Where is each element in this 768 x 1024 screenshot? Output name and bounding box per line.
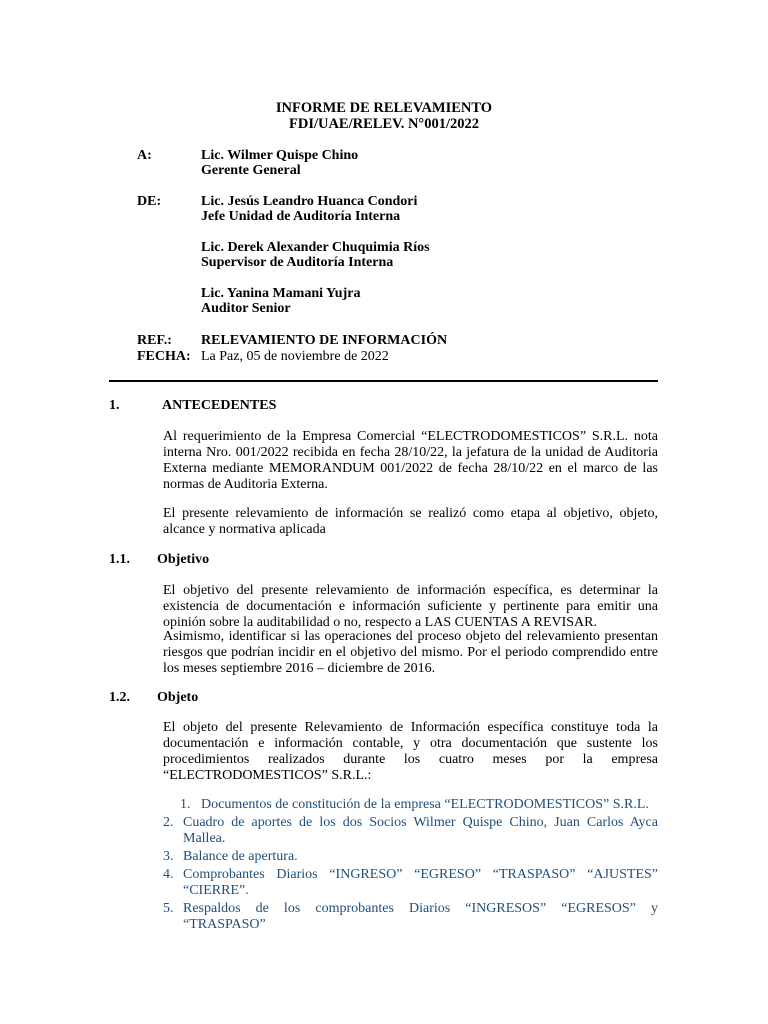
from-name-2: Lic. Derek Alexander Chuquimia Ríos [201,240,430,255]
report-title: INFORME DE RELEVAMIENTO [275,100,493,116]
to-role: Gerente General [201,163,301,178]
list-item-number: 1. [180,797,191,812]
subsection-title-objeto: Objeto [157,690,199,705]
list-item [163,849,658,865]
ref-label: REF.: [137,333,172,348]
subsection-number-objetivo: 1.1. [109,552,130,567]
list-item [163,901,658,933]
objeto-paragraph: El objeto del presente Relevamiento de Información específica constituye toda la documentación e información contable, y otra documentación que sustente los procedimientos realizados durante los cuatro meses por la empresa “ELECTRODOMESTICOS” S.R.L.: [163,720,658,783]
subsection-number-objeto: 1.2. [109,690,130,705]
from-label: DE: [137,194,162,209]
list-item [163,797,658,813]
antecedentes-paragraph-2: El presente relevamiento de información se realizó como etapa al objetivo, objeto, alcance y normativa aplicada [163,506,658,537]
report-number: FDI/UAE/RELEV. N°001/2022 [288,116,480,132]
antecedentes-paragraph-1: Al requerimiento de la Empresa Comercial “ELECTRODOMESTICOS” S.R.L. nota interna Nro. 001/2022 recibida en fecha 28/10/22, la jefatura de la unidad de Auditoria Externa mediante MEMORANDUM 001/2022 de fecha 28/10/22 en el marco de las normas de Auditoria Externa. [163,429,658,492]
list-item-text: Comprobantes Diarios “INGRESO” “EGRESO” “TRASPASO” “AJUSTES” “CIERRE”. [183,867,658,898]
list-item-number: 2. [163,815,174,830]
list-item-number: 4. [163,867,174,882]
list-item-text: Documentos de constitución de la empresa “ELECTRODOMESTICOS” S.R.L. [201,797,649,812]
from-role-1: Jefe Unidad de Auditoría Interna [201,209,401,224]
from-role-3: Auditor Senior [201,301,291,316]
list-item-number: 3. [163,849,174,864]
to-name: Lic. Wilmer Quispe Chino [201,148,359,163]
objetivo-paragraph-1: El objetivo del presente relevamiento de información específica, es determinar la existencia de documentación e información suficiente y pertinente para emitir una opinión sobre la auditabilidad o no, respecto a LAS CUENTAS A REVISAR. [163,583,658,630]
from-name-1: Lic. Jesús Leandro Huanca Condori [201,194,418,209]
ref-value: RELEVAMIENTO DE INFORMACIÓN [201,333,448,348]
from-role-2: Supervisor de Auditoría Interna [201,255,394,270]
from-name-3: Lic. Yanina Mamani Yujra [201,286,361,301]
subsection-title-objetivo: Objetivo [157,552,210,567]
list-item-text: Respaldos de los comprobantes Diarios “INGRESOS” “EGRESOS” y “TRASPASO” [183,901,658,932]
to-label: A: [137,148,152,163]
document-list [163,797,658,933]
date-label: FECHA: [137,349,191,364]
list-item-text: Balance de apertura. [183,849,298,864]
list-item-number: 5. [163,901,174,916]
divider-line [109,380,658,382]
list-item [163,815,658,847]
date-value: La Paz, 05 de noviembre de 2022 [201,349,389,364]
objetivo-paragraph-2: Asimismo, identificar si las operaciones del proceso objeto del relevamiento presentan riesgos que podrían incidir en el objetivo del mismo. Por el periodo comprendido entre los meses septiembre 2016 – diciembre de 2016. [163,629,658,676]
list-item-text: Cuadro de aportes de los dos Socios Wilmer Quispe Chino, Juan Carlos Ayca Mallea. [183,815,658,846]
list-item [163,867,658,899]
section-number: 1. [109,398,120,413]
section-title: ANTECEDENTES [162,398,277,413]
